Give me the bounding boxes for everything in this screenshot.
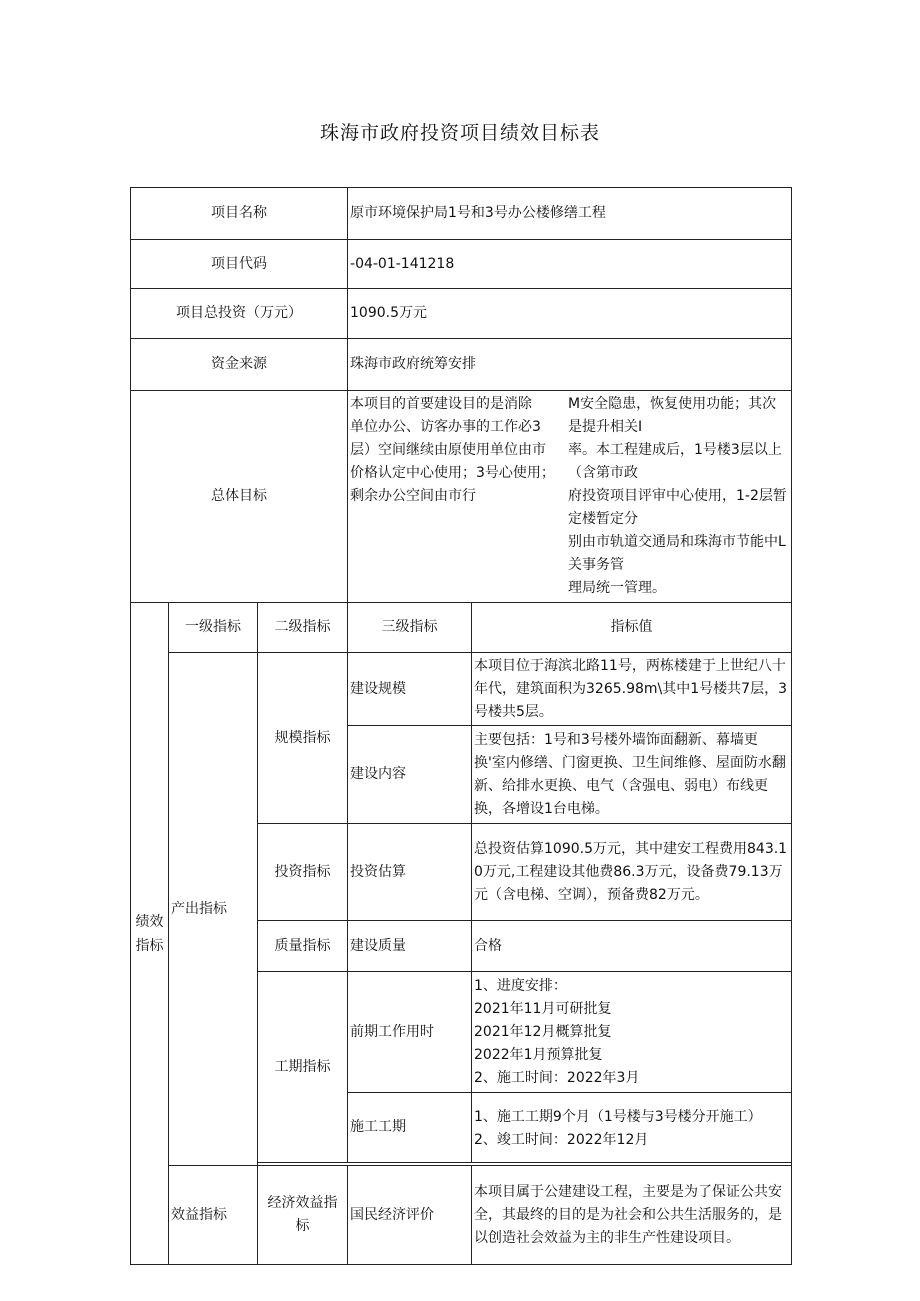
header-level2: 二级指标 [258,603,348,653]
quality-indicator-label: 质量指标 [258,921,348,972]
build-scale-label: 建设规模 [348,653,472,726]
build-scale-row [131,653,792,726]
benefit-indicator-label: 效益指标 [169,1166,258,1265]
project-code-value: -04-01-141218 [348,240,792,289]
project-name-row [131,188,792,240]
economic-eval-label: 国民经济评价 [348,1166,472,1265]
investment-estimate-value: 总投资估算1090.5万元，其中建安工程费用843.10万元,工程建设其他费86.3万元，设备费79.13万元（含电梯、空调），预备费82万元。 [472,824,792,921]
economic-eval-row [131,1166,792,1265]
economic-eval-value: 本项目属于公建建设工程，主要是为了保证公共安全，其最终的目的是为社会和公共生活服务的，是以创造社会效益为主的非生产性建设项目。 [472,1166,792,1265]
project-name-label: 项目名称 [131,188,348,240]
performance-target-table [130,187,792,1265]
investment-indicator-label: 投资指标 [258,824,348,921]
indicator-header-row [131,603,792,653]
pre-work-value: 1、进度安排： 2021年11月可研批复 2021年12月概算批复 2022年1月预算批复 2、施工时间：2022年3月 [472,972,792,1093]
output-indicator-label: 产出指标 [169,653,258,1166]
project-code-row [131,240,792,289]
investment-label: 项目总投资（万元） [131,289,348,339]
overall-goal-text-left: 本项目的首要建设目的是消除 单位办公、访客办事的工作必3 层）空间继续由原使用单位由市 价格认定中心使用；3号心使用； 剩余办公空间由市行 [350,396,555,504]
overall-goal-text-right: M安全隐患，恢复使用功能；其次是提升相关I 率。本工程建成后，1号楼3层以上（含第市政 府投资项目评审中心使用，1-2层暂定楼暂定分 别由市轨道交通局和珠海市节能中L关事务管 理局统一管理。 [568,396,787,596]
fund-source-row [131,339,792,391]
build-scale-value: 本项目位于海滨北路11号，两栋楼建于上世纪八十年代，建筑面积为3265.98m\其中1号楼共7层，3号楼共5层。 [472,653,792,726]
investment-estimate-label: 投资估算 [348,824,472,921]
scale-indicator-label: 规模指标 [258,653,348,824]
project-code-label: 项目代码 [131,240,348,289]
overall-goal-label: 总体目标 [131,391,348,603]
project-name-value: 原市环境保护局1号和3号办公楼修缮工程 [348,188,792,240]
header-level1: 一级指标 [169,603,258,653]
performance-indicators-text: 绩效指标 [135,913,164,954]
fund-source-label: 资金来源 [131,339,348,391]
header-value: 指标值 [472,603,792,653]
economic-benefit-label: 经济效益指标 [258,1166,348,1265]
page-title: 珠海市政府投资项目绩效目标表 [319,122,600,144]
overall-goal-value [348,391,792,603]
header-level3: 三级指标 [348,603,472,653]
construction-period-label: 施工工期 [348,1093,472,1163]
fund-source-value: 珠海市政府统筹安排 [348,339,792,391]
pre-work-label: 前期工作用时 [348,972,472,1093]
construction-period-value: 1、施工工期9个月（1号楼与3号楼分开施工） 2、竣工时间：2022年12月 [472,1093,792,1163]
build-content-value: 主要包括：1号和3号楼外墙饰面翻新、幕墙更换'室内修缮、门窗更换、卫生间维修、屋面防水翻新、给排水更换、电气（含强电、弱电）布线更换，各增设1台电梯。 [472,726,792,824]
overall-goal-row [131,391,792,603]
build-quality-value: 合格 [472,921,792,972]
build-content-label: 建设内容 [348,726,472,824]
investment-row [131,289,792,339]
performance-indicators-label [131,603,169,1265]
build-quality-label: 建设质量 [348,921,472,972]
investment-value: 1090.5万元 [348,289,792,339]
schedule-indicator-label: 工期指标 [258,972,348,1163]
